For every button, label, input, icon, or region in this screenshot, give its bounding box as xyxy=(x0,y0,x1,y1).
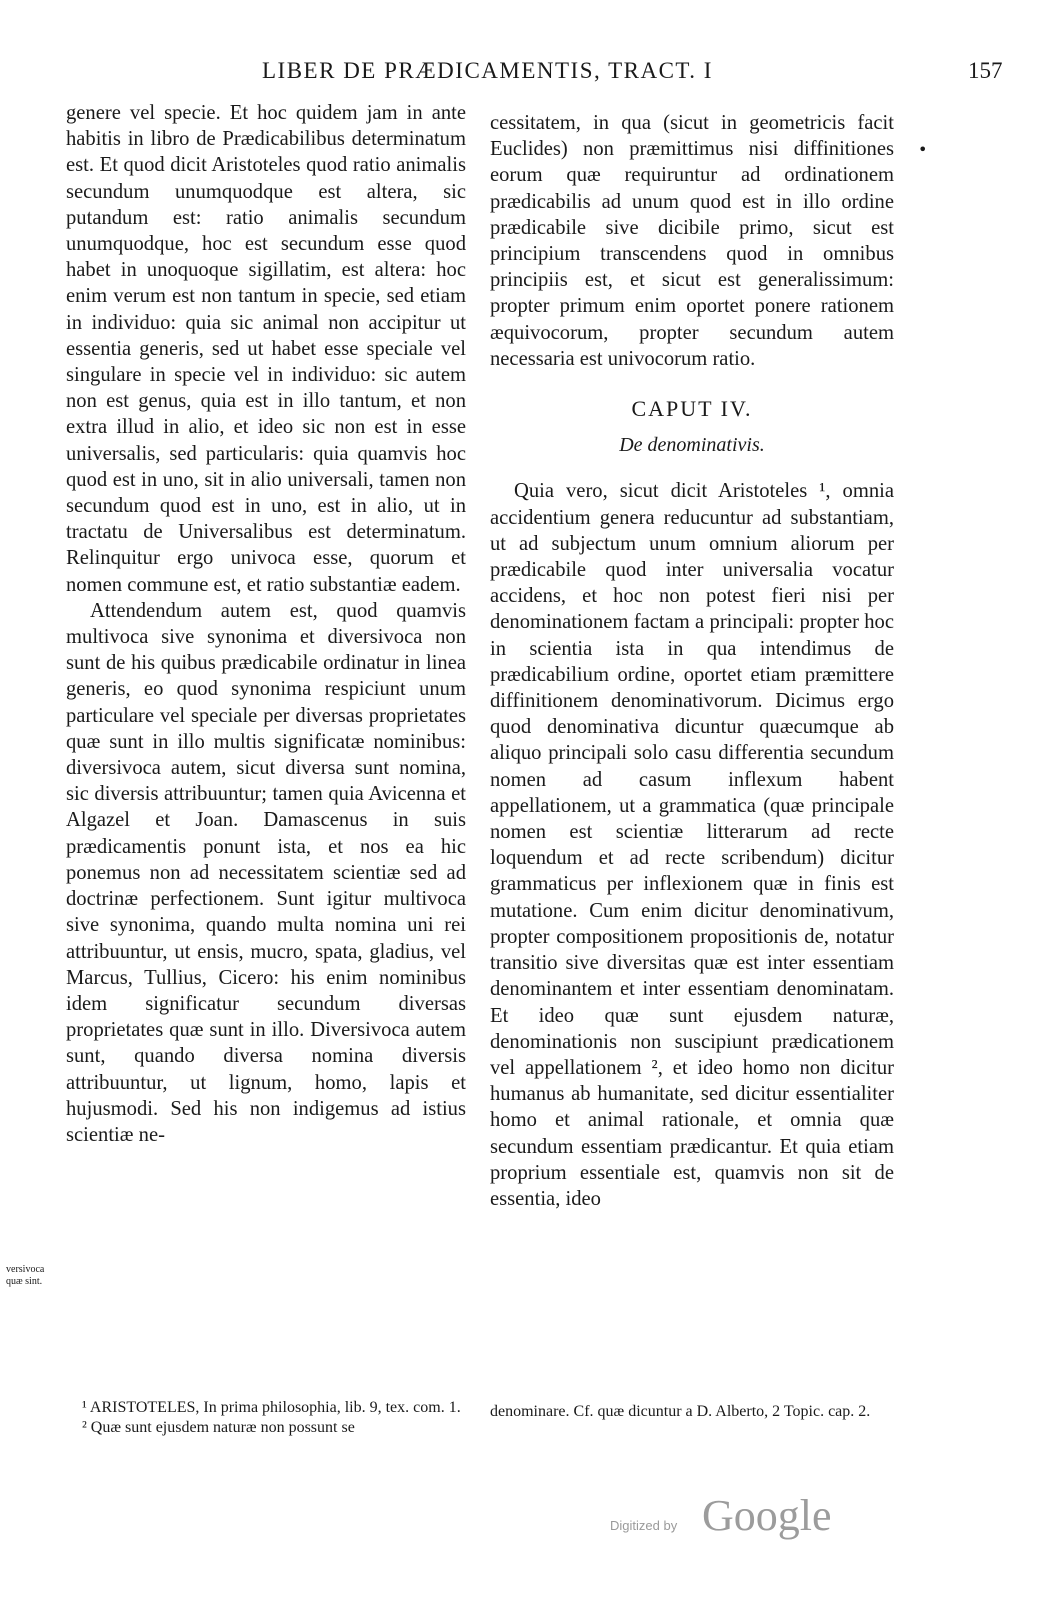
running-title: LIBER DE PRÆDICAMENTIS, TRACT. I xyxy=(262,58,713,83)
page-number: 157 xyxy=(968,58,1003,83)
left-paragraph-2: Attendendum autem est, quod quamvis multivoca sive synonima et diversivoca non sunt de his quibus prædicabile ordinatur in linea generis, eo quod synonima respiciunt unum particulare vel speciale per diversas proprietates quæ sunt in illo multis significatæ nominibus: diversivoca autem, sicut diversa sunt nomina, sic diversis attribuuntur; tamen quia Avicenna et Algazel et Joan. Damascenus in suis prædicamentis ponunt ista, et nos ea hic ponemus non ad necessitatem scientiæ sed ad doctrinæ perfectionem. Sunt igitur multivoca sive synonima, quando multa nomina uni rei attribuuntur, ut ensis, mucro, spata, gladius, vel Marcus, Tullius, Cicero: his enim nominibus idem significatur secundum diversas proprietates quæ sunt in illo. Diversivoca autem sunt, quando diversa nomina diversis attribuuntur, ut lignum, homo, lapis et hujusmodi. Sed his non indigemus ad istius scientiæ ne- xyxy=(66,599,466,1146)
left-column xyxy=(66,100,466,1148)
right-paragraph-1: cessitatem, in qua (sicut in geometricis facit Euclides) non præmittimus nisi diffinitiones eorum quæ requiruntur ad ordinationem prædicabilis ad unum quod est in illo ordine prædicabile sive dicibile primo, sicut est principium transcendens quod in omnibus principiis est, et sicut est generalissimum: propter primum enim oportet ponere rationem æquivocorum, propter secundum autem necessaria est univocorum ratio. xyxy=(490,112,894,370)
chapter-heading: CAPUT IV. xyxy=(631,396,753,422)
watermark-prefix: Digitized by xyxy=(610,1518,678,1533)
footnote-2-continued: denominare. Cf. quæ dicuntur a D. Alberto, 2 Topic. cap. 2. xyxy=(490,1403,871,1420)
digitized-watermark xyxy=(610,1490,840,1550)
footnotes-left xyxy=(82,1398,472,1438)
right-column xyxy=(490,110,894,1212)
running-header xyxy=(0,58,1044,94)
margin-mark: • xyxy=(918,140,928,159)
footnote-1: ¹ ARISTOTELES, In prima philosophia, lib. 9, tex. com. 1. xyxy=(82,1399,461,1416)
left-paragraph-1: genere vel specie. Et hoc quidem jam in ante habitis in libro de Prædicabilibus determinatum est. Et quod dicit Aristoteles quod ratio animalis secundum unumquodque est altera, sic putandum est: ratio animalis secundum unumquodque, hoc est secundum esse quod habet in unoquoque sigillatim, est altera: hoc enim verum est non tantum in specie, sed etiam in individuo: quia sic animal non accipitur ut essentia generis, sed ut habet esse speciale vel singulare in specie vel in individuo: sic autem non est genus, quia est in illo tantum, et non extra illud in alio, et ideo sic non est in esse universalis, sed particularis: quia quamvis hoc quod est in uno, sit in alio universali, tamen non secundum quod est in uno, est in alio, ut in tractatu de Universalibus est determinatum. Relinquitur ergo univoca esse, quorum et nomen commune est, et ratio substantiæ eadem. xyxy=(66,102,466,596)
footnote-2: ² Quæ sunt ejusdem naturæ non possunt se xyxy=(82,1419,355,1436)
google-logo: Google xyxy=(702,1491,832,1540)
footnotes-right xyxy=(490,1402,900,1422)
chapter-paragraph: Quia vero, sicut dicit Aristoteles ¹, omnia accidentium genera reducuntur ad substantiam, ut ad subjectum unum omnium aliorum per prædicabile quod inter universalia vocatur accidens, et hoc non potest fieri nisi per denominationem factam a principali: propter hoc in scientia ista in qua intendimus de prædicabilium ordine, oportet etiam præmittere diffinitionem denominativorum. Dicimus ergo quod denominativa dicuntur quæcumque ab aliquo principali solo casu differentia secundum nomen ad casum inflexum habent appellationem, ut a grammatica (quæ principale nomen est scientiæ litterarum ad recte loquendum et ad recte scribendum) dicitur grammaticus per inflexionem quæ in finis est mutatione. Cum enim dicitur denominativum, propter compositionem propositionis de, notatur transitio sive diversitas quæ est inter essentiam denominantem et inter essentiam denominatam. Et ideo quæ sunt ejusdem naturæ, denominationis non suscipiunt prædicationem vel appellationem ², et ideo homo non dicitur humanus ab humanitate, sed dicitur essentialiter homo et animal rationale, et omnia quæ secundum essentiam prædicantur. Et quia etiam proprium essentiale est, quamvis non sit de essentia, ideo xyxy=(490,480,894,1210)
margin-note: versivoca quæ sint. xyxy=(6,1264,45,1287)
chapter-subtitle: De denominativis. xyxy=(619,434,765,457)
